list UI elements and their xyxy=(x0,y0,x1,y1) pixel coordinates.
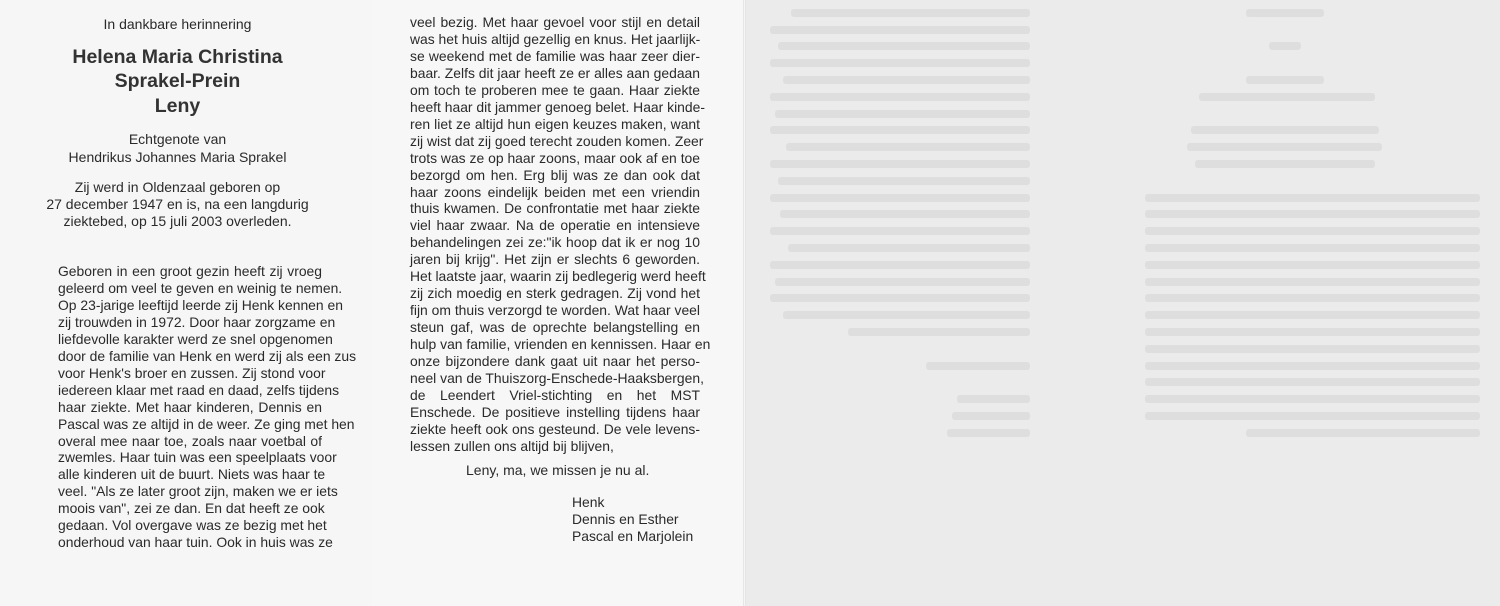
text-line: ziekte heeft ook ons gesteund. De vele levens- xyxy=(410,420,700,437)
text-line: veel bezig. Met haar gevoel voor stijl en detail xyxy=(410,14,700,30)
text-line: behandelingen zei ze:"ik hoop dat ik er nog 10 xyxy=(410,234,700,251)
story-paragraph xyxy=(410,14,711,455)
dates-line: Zij werd in Oldenzaal geboren op xyxy=(74,179,281,195)
full-name-line-1: Helena Maria Christina xyxy=(72,46,283,68)
full-name-line-2: Sprakel-Prein xyxy=(114,70,241,92)
text-line: hulp van familie, vrienden en kennissen. Haar en xyxy=(410,336,711,353)
dates-line: ziektebed, op 15 juli 2003 overleden. xyxy=(63,213,292,229)
spouse-name: Hendrikus Johannes Maria Sprakel xyxy=(68,149,287,165)
text-line: overal mee naar toe, zoals naar voetbal of xyxy=(58,432,322,449)
closing-line: Leny, ma, we missen je nu al. xyxy=(466,462,650,478)
text-line: zij wist dat zij goed terecht zouden komen. Zeer xyxy=(410,132,704,149)
text-line: zij zich moedig en sterk gedragen. Zij vond het xyxy=(410,285,700,302)
signature-name: Pascal en Marjolein xyxy=(572,528,694,544)
text-line: Pascal was ze altijd in de weer. Ze ging met hen xyxy=(58,415,355,432)
text-line: zwemles. Haar tuin was een speelplaats voor xyxy=(58,449,337,466)
text-line: gedaan. Vol overgave was ze bezig met het xyxy=(58,517,327,534)
text-line: de Leendert Vriel-stichting en het MST xyxy=(410,386,700,403)
text-line: se weekend met de familie was haar zeer dier- xyxy=(410,47,700,64)
signatures xyxy=(572,494,693,545)
text-line: veel. "Als ze later groot zijn, maken we er iets xyxy=(58,483,338,500)
text-line: lessen zullen ons altijd bij blijven, xyxy=(410,437,614,454)
bleed-through-left xyxy=(770,0,1030,446)
text-line: baar. Zelfs dit jaar heeft ze er alles aan gedaan xyxy=(410,64,700,81)
text-line: heeft haar dit jammer genoeg belet. Haar kinde- xyxy=(410,98,705,115)
signature-name: Dennis en Esther xyxy=(572,511,679,527)
text-line: alle kinderen uit de buurt. Niets was haar te xyxy=(58,466,326,483)
text-line: door de familie van Henk en werd zij als een zus xyxy=(58,347,357,364)
text-line: ren liet ze altijd hun eigen keuzes maken, want xyxy=(410,115,700,132)
text-line: viel haar zwaar. Na de operatie en intensieve xyxy=(410,217,700,234)
text-line: Geboren in een groot gezin heeft zij vroeg xyxy=(58,263,322,279)
nickname: Leny xyxy=(154,95,201,117)
text-line: onze bijzondere dank gaat uit naar het perso- xyxy=(410,353,700,370)
text-line: zij trouwden in 1972. Door haar zorgzame en xyxy=(58,313,336,330)
spouse-block xyxy=(0,130,355,166)
text-line: Op 23-jarige leeftijd leerde zij Henk kennen en xyxy=(58,296,343,313)
text-line: Enschede. De positieve instelling tijdens haar xyxy=(410,403,700,420)
biography-paragraph xyxy=(58,263,357,551)
memorial-heading: In dankbare herinnering xyxy=(103,16,252,32)
text-line: fijn om thuis verzorgd te worden. Wat haar veel xyxy=(410,302,700,319)
spouse-label: Echtgenote van xyxy=(128,131,227,147)
text-line: jaren bij krijg". Het zijn er slechts 6 geworden. xyxy=(410,251,700,268)
text-line: onderhoud van haar tuin. Ook in huis was ze xyxy=(58,534,333,551)
text-line: thuis kwamen. De confrontatie met haar ziekte xyxy=(410,200,700,217)
bleed-through-right xyxy=(1090,0,1480,446)
text-line: voor Henk's broer en zussen. Zij stond voor xyxy=(58,364,326,381)
life-dates-block xyxy=(0,179,355,230)
text-line: Het laatste jaar, waarin zij bedlegerig werd heeft xyxy=(410,268,706,285)
text-line: moois van", zei ze dan. En dat heeft ze ook xyxy=(58,500,325,517)
page-fold xyxy=(743,0,746,606)
dates-line: 27 december 1947 en is, na een langdurig xyxy=(46,196,309,212)
text-line: steun gaf, was de oprechte belangstelling en xyxy=(410,319,700,336)
text-line: geleerd om veel te geven en weinig te nemen. xyxy=(58,279,343,296)
signature-name: Henk xyxy=(572,494,605,510)
text-line: neel van de Thuiszorg-Enschede-Haaksbergen, xyxy=(410,370,704,387)
text-line: om toch te proberen mee te gaan. Haar ziekte xyxy=(410,81,700,98)
text-line: iedereen klaar met raad en daad, zelfs tijdens xyxy=(58,381,340,398)
text-line: trots was ze op haar zoons, maar ook af en toe xyxy=(410,149,700,166)
text-line: haar zoons eindelijk beiden met een vriendin xyxy=(410,183,700,200)
text-line: was het huis altijd gezellig en knus. Het jaarlijk- xyxy=(410,30,701,47)
text-line: haar ziekte. Met haar kinderen, Dennis en xyxy=(58,398,322,415)
text-line: bezorgd om hen. Erg blij was ze dan ook dat xyxy=(410,166,700,183)
text-line: liefdevolle karakter werd ze snel opgenomen xyxy=(58,330,333,347)
